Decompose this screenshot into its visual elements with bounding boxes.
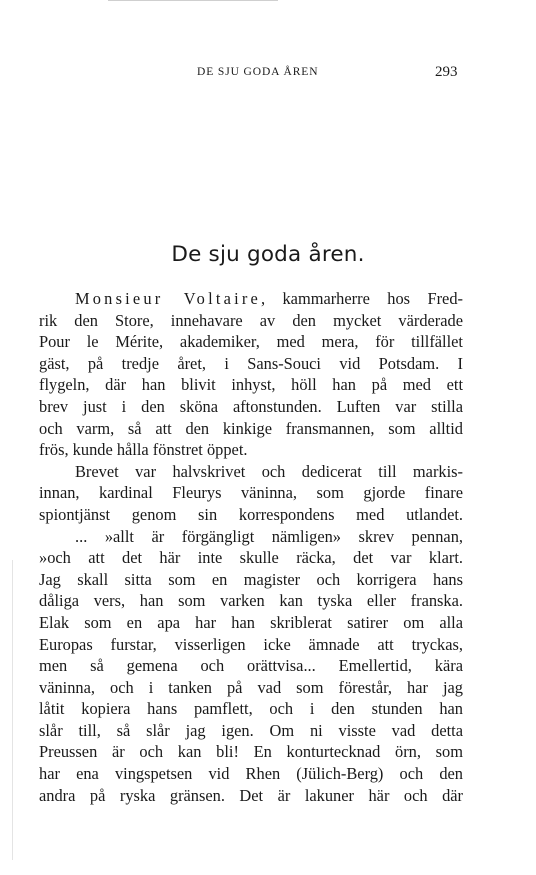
text-line: Pour le Mérite, akademiker, med mera, för tillfället bbox=[39, 332, 463, 352]
text-line: rik den Store, innehavare av den mycket värderade bbox=[39, 310, 463, 330]
text-line: dåliga vers, han som varken kan tyska eller franska. bbox=[39, 591, 463, 611]
text-line: andra på ryska gränsen. Det är lakuner här och där bbox=[39, 785, 463, 805]
top-edge-rule bbox=[108, 0, 278, 1]
text-line: innan, kardinal Fleurys väninna, som gjorde finare bbox=[39, 483, 463, 503]
text-line: slår till, så slår jag igen. Om ni visste vad detta bbox=[39, 720, 463, 740]
text-line: »och att det här inte skulle räcka, det var klart. bbox=[39, 548, 463, 568]
text-line: Europas furstar, visserligen icke ämnade att tryckas, bbox=[39, 634, 463, 654]
text-line: spiontjänst genom sin korrespondens med utlandet. bbox=[39, 504, 463, 524]
text-line: har ena vingspetsen vid Rhen (Jülich-Berg) och den bbox=[39, 764, 463, 784]
text-line: men så gemena och orättvisa... Emellertid, kära bbox=[39, 656, 463, 676]
text-line bbox=[39, 288, 463, 310]
text-line: och varm, så att den kinkige fransmannen, som alltid bbox=[39, 418, 463, 438]
running-title: DE SJU GODA ÅREN bbox=[197, 66, 319, 78]
text-line: Elak som en apa har han skriblerat satirer om alla bbox=[39, 612, 463, 632]
text-line: Preussen är och kan bli! En konturtecknad örn, som bbox=[39, 742, 463, 762]
text-line: Jag skall sitta som en magister och korrigera hans bbox=[39, 569, 463, 589]
page-number: 293 bbox=[435, 64, 458, 80]
body-text bbox=[39, 288, 463, 806]
opening-name: Monsieur Voltaire bbox=[75, 289, 261, 308]
left-margin-shadow bbox=[12, 560, 13, 860]
text-line: brev just i den sköna aftonstunden. Luften var stilla bbox=[39, 396, 463, 416]
text-line: frös, kunde hålla fönstret öppet. bbox=[39, 440, 248, 460]
text-line: ... »allt är förgängligt nämligen» skrev pennan, bbox=[75, 526, 463, 546]
text-line: Brevet var halvskrivet och dedicerat till markis- bbox=[75, 461, 463, 481]
text-line: låtit kopiera hans pamflett, och i den stunden han bbox=[39, 699, 463, 719]
text-line: gäst, på tredje året, i Sans-Souci vid Potsdam. I bbox=[39, 353, 463, 373]
opening-rest: , kammarherre hos Fred- bbox=[260, 289, 463, 308]
text-line: flygeln, där han blivit inhyst, höll han på med ett bbox=[39, 375, 463, 395]
text-line: väninna, och i tanken på vad som förestår, har jag bbox=[39, 677, 463, 697]
chapter-title: De sju goda åren. bbox=[171, 242, 365, 267]
running-head bbox=[0, 66, 536, 80]
